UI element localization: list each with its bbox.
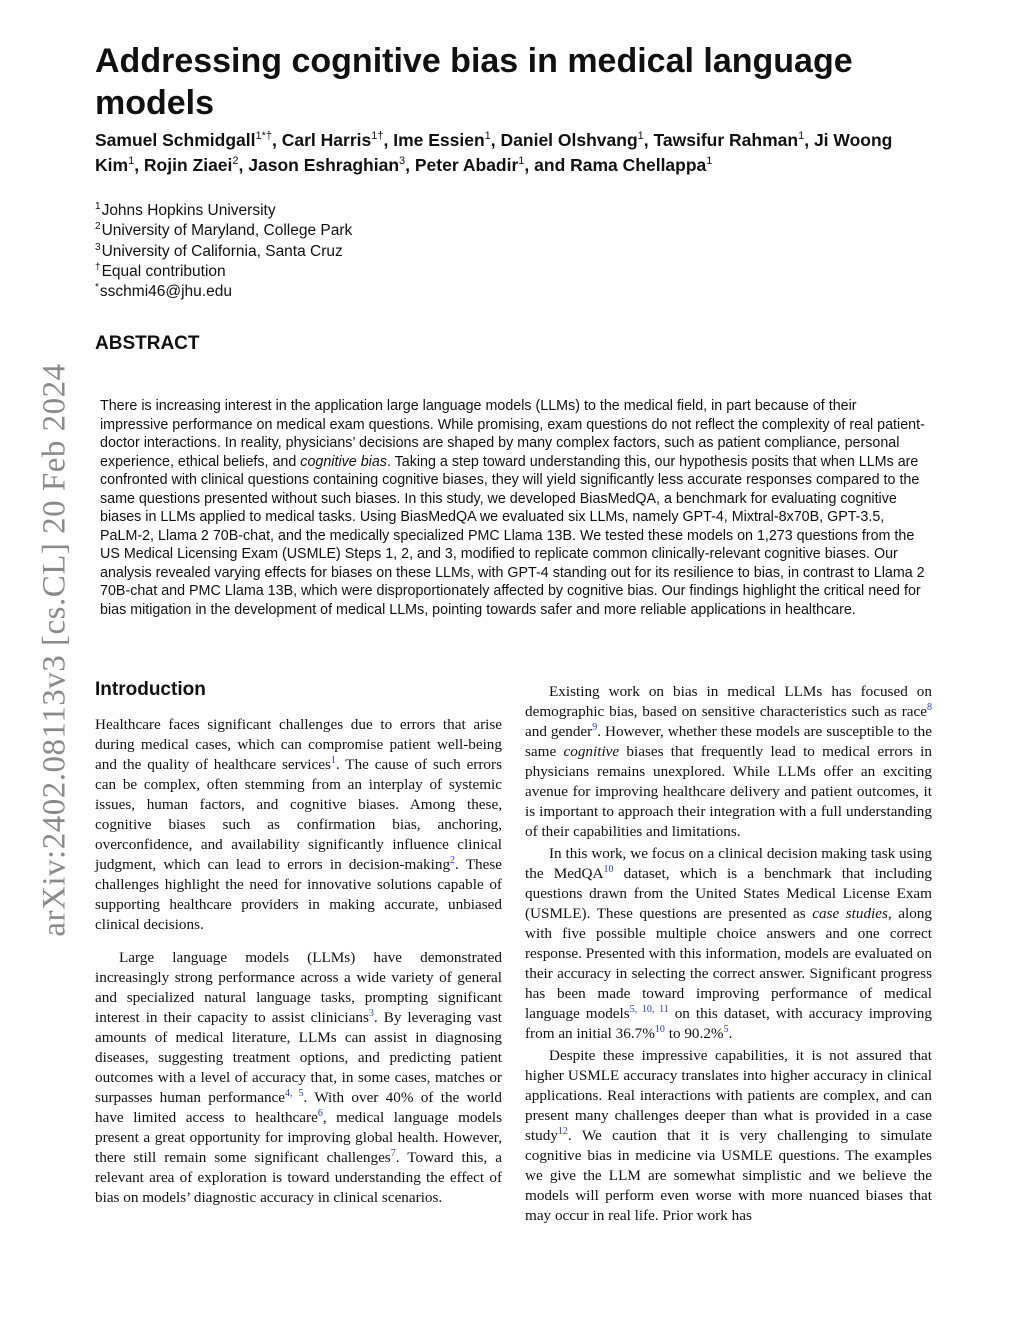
citation-link[interactable]: 1: [330, 755, 336, 766]
citation-link[interactable]: 10: [603, 864, 614, 875]
abstract-text: [100, 397, 928, 619]
affiliation-text: University of California, Santa Cruz: [101, 242, 343, 260]
text: . These challenges highlight the need for innovative solutions capable of supporting healthcare providers in making accurate, unbiased clinical decisions.: [95, 856, 502, 933]
affiliation: [95, 282, 595, 302]
author-mark: 1: [484, 130, 491, 142]
affiliation-mark: *: [95, 282, 99, 294]
affiliation-mark: 1: [95, 201, 101, 212]
paragraph: [95, 715, 502, 935]
right-column: [525, 682, 932, 1226]
paper-title: Addressing cognitive bias in medical language models: [95, 42, 853, 122]
author: Daniel Olshvang: [500, 130, 638, 150]
text: , medical language models present a great opportunity for improving global health. However, there still remain some significant challenges: [95, 1109, 502, 1166]
paragraph: [525, 682, 932, 842]
text: to 90.2%: [664, 1025, 724, 1042]
citation-link[interactable]: 7: [390, 1148, 396, 1159]
author-mark: 1: [518, 155, 525, 167]
affiliation-mark: 2: [95, 221, 101, 233]
text: . We caution that it is very challenging to simulate cognitive bias in medicine via USMLE questions. The examples we give the LLM are somewhat simplistic and we believe the models will perform even worse with more nuanced biases that may occur in real life. Prior work has: [525, 1127, 932, 1224]
citation-link[interactable]: 8: [927, 702, 932, 713]
text: , along with five possible multiple choice answers and one correct response. Presented with this information, models are evaluated on their accuracy in selecting the correct answer. Significant progress has been made toward improving performance of medical language models: [525, 905, 932, 1022]
text: . Toward this, a relevant area of exploration is toward understanding the effect of bias on models’ diagnostic accuracy in clinical scenarios.: [95, 1149, 502, 1206]
author-mark: 3: [399, 155, 406, 167]
author-mark: 1: [798, 130, 805, 142]
affiliation-text: Johns Hopkins University: [101, 202, 276, 219]
citation-link[interactable]: 9: [592, 722, 598, 733]
citation-link[interactable]: 3: [368, 1008, 374, 1019]
affiliation-text: Equal contribution: [101, 262, 226, 280]
affiliation-list: [95, 201, 595, 302]
arxiv-identifier: arXiv:2402.08113v3 [cs.CL] 20 Feb 2024: [36, 363, 73, 937]
author: Peter Abadir: [414, 155, 519, 175]
author-mark: 1: [706, 155, 713, 167]
arxiv-sidebar: [30, 350, 80, 950]
text: . However, whether these models are susceptible to the same: [525, 723, 932, 760]
text: Large language models (LLMs) have demonstrated increasingly strong performance across a wide variety of general and specialized natural language tasks, prompting significant interest in their capacity to assist clinicians: [95, 949, 502, 1026]
author: Ji Woong Kim: [95, 130, 893, 175]
text: Healthcare faces significant challenges due to errors that arise during medical cases, which can compromise patient well-being and the quality of healthcare services: [95, 716, 502, 773]
text: Existing work on bias in medical LLMs has focused on demographic bias, based on sensitive characteristics such as race: [525, 683, 932, 720]
paragraph: [95, 948, 502, 1208]
left-column: [95, 678, 502, 1208]
affiliation-mark: †: [95, 261, 101, 273]
text: dataset, which is a benchmark that including questions drawn from the United States Medical License Exam (USMLE). These questions are presented as: [525, 865, 932, 922]
author: Rojin Ziaei: [143, 155, 233, 175]
text: . With over 40% of the world have limited access to healthcare: [95, 1089, 502, 1126]
paragraph: [525, 844, 932, 1044]
emphasis: case studies: [812, 905, 888, 922]
citation-link[interactable]: 6: [317, 1108, 323, 1119]
author-mark: 1†: [371, 130, 384, 142]
author-mark: 1: [637, 130, 644, 142]
affiliation: [95, 201, 595, 221]
abstract-emphasis: cognitive bias: [300, 453, 387, 470]
abstract-heading: ABSTRACT: [95, 333, 200, 354]
affiliation: [95, 242, 595, 262]
author: Carl Harris: [281, 130, 372, 150]
text: biases that frequently lead to medical errors in physicians remains unexplored. While LLMs offer an exciting avenue for improving healthcare delivery and patient outcomes, it is important to approach their integration with a full understanding of their capabilities and limitations.: [525, 743, 932, 840]
author: Rama Chellappa: [570, 155, 707, 175]
text: and gender: [525, 723, 593, 740]
abstract-part: . Taking a step toward understanding this, our hypothesis posits that when LLMs are confronted with clinical questions containing cognitive biases, they will yield significantly less accurate responses compared to the same questions presented without such biases. In this study, we developed BiasMedQA, a benchmark for evaluating cognitive biases in LLMs applied to medical tasks. Using BiasMedQA we evaluated six LLMs, namely GPT-4, Mixtral-8x70B, GPT-3.5, PaLM-2, Llama 2 70B-chat, and the medically specialized PMC Llama 13B. We tested these models on 1,273 questions from the US Medical Licensing Exam (USMLE) Steps 1, 2, and 3, modified to replicate common clinically-relevant cognitive biases. Our analysis revealed varying effects for biases on these LLMs, with GPT-4 standing out for its resilience to bias, in contrast to Llama 2 70B-chat and PMC Llama 13B, which were disproportionately affected by cognitive bias. Our findings highlight the critical need for bias mitigation in the development of medical LLMs, pointing towards safer and more reliable applications in healthcare.: [100, 453, 925, 618]
emphasis: cognitive: [563, 743, 620, 760]
text: . The cause of such errors can be complex, often stemming from an interplay of systemic issues, human factors, and cognitive biases. Among these, cognitive biases such as confirmation bias, anchoring, overconfidence, and availability significantly influence clinical judgment, which can lead to errors in decision-making: [95, 756, 502, 873]
text: Despite these impressive capabilities, it is not assured that higher USMLE accuracy translates into higher accuracy in clinical applications. Real interactions with patients are complex, and can present many challenges deeper than what is provided in a case study: [525, 1047, 932, 1144]
affiliation: [95, 221, 595, 241]
author-mark: 1*†: [255, 130, 272, 142]
author-mark: 1: [128, 155, 135, 167]
email-link[interactable]: sschmi46@jhu.edu: [99, 283, 232, 301]
citation-link[interactable]: 10: [654, 1024, 665, 1035]
citation-link[interactable]: 2: [450, 855, 456, 866]
affiliation-mark: 3: [95, 241, 101, 253]
introduction-heading: Introduction: [95, 679, 206, 700]
affiliation-text: University of Maryland, College Park: [101, 222, 353, 240]
author-list: Samuel Schmidgall$^{1*\dagger}$, Carl Harris$^{1\dagger}$, Ime Essien$^1$, Daniel Olshvang$^1$, Tawsifur Rahman$^1$, Ji Woong Kim$^1$, Rojin Ziaei$^2$, Jason Eshraghian$^3$, Peter Abadir$^1$, and Rama Chellappa$^1$: [95, 130, 893, 175]
author: Jason Eshraghian: [248, 155, 400, 175]
citation-link[interactable]: 5, 10, 11: [629, 1004, 669, 1015]
paragraph: [525, 1046, 932, 1226]
author: Ime Essien: [393, 130, 485, 150]
text: . By leveraging vast amounts of medical literature, LLMs can assist in diagnosing diseases, suggesting treatment options, and predicting patient outcomes with a level of accuracy that, in some cases, matches or surpasses human performance: [95, 1009, 502, 1106]
citation-link[interactable]: 4, 5: [285, 1088, 304, 1099]
affiliation: [95, 262, 595, 282]
text: on this dataset, with accuracy improving from an initial 36.7%: [525, 1005, 932, 1042]
author: Tawsifur Rahman: [653, 130, 799, 150]
abstract-part: There is increasing interest in the application large language models (LLMs) to the medical field, in part because of their impressive performance on medical exam questions. While promising, exam questions do not reflect the complexity of real patient-doctor interactions. In reality, physicians’ decisions are shaped by many complex factors, such as patient compliance, personal experience, ethical beliefs, and: [100, 398, 925, 470]
citation-link[interactable]: 5: [723, 1024, 729, 1035]
text: In this work, we focus on a clinical decision making task using the MedQA: [525, 845, 932, 882]
author: Samuel Schmidgall: [95, 130, 256, 150]
text: .: [728, 1025, 733, 1042]
author-mark: 2: [232, 155, 239, 167]
citation-link[interactable]: 12: [557, 1126, 568, 1137]
